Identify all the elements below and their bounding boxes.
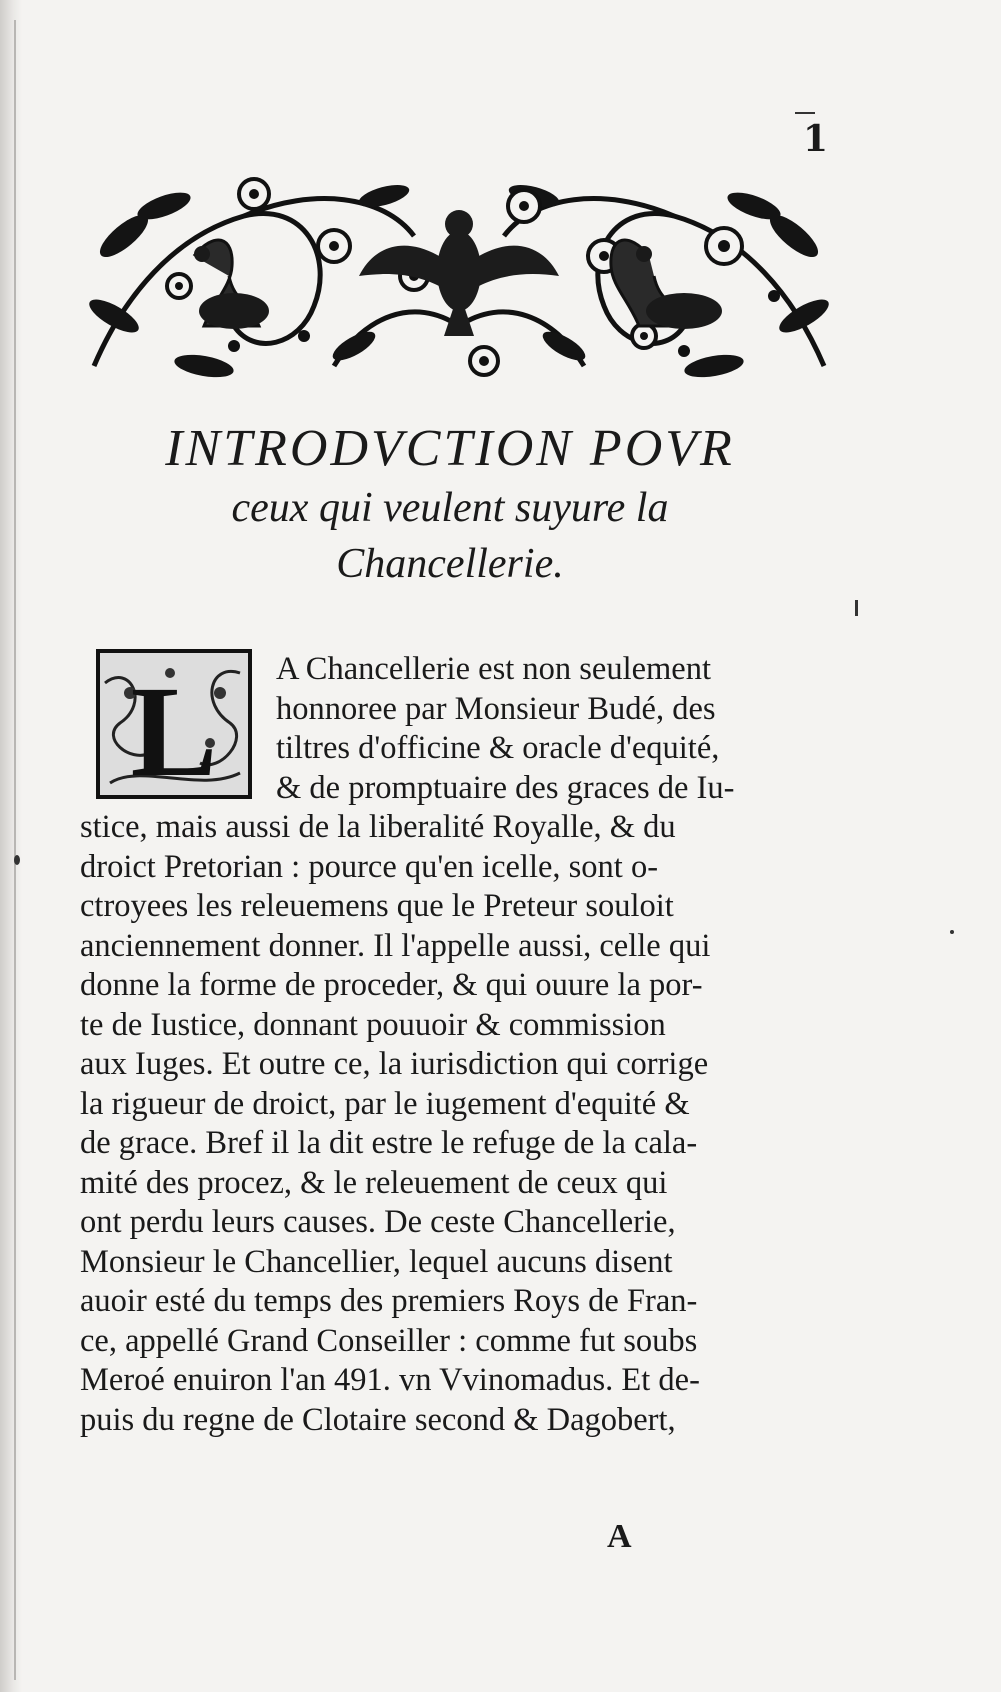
body-line: auoir esté du temps des premiers Roys de Fran- <box>80 1283 698 1319</box>
body-line: A Chancellerie est non seulement <box>276 651 712 687</box>
body-line: donne la forme de proceder, & qui ouure la por- <box>80 967 703 1003</box>
body-line: & de promptuaire des graces de Iu- <box>276 769 735 806</box>
body-line: puis du regne de Clotaire second & Dagobert, <box>80 1401 676 1438</box>
body-line: anciennement donner. Il l'appelle aussi, celle qui <box>80 927 711 964</box>
body-text <box>80 650 820 1440</box>
header-rule <box>795 112 815 114</box>
body-line: stice, mais aussi de la liberalité Royalle, & du <box>80 809 676 845</box>
body-line: te de Iustice, donnant pouuoir & commission <box>80 1006 666 1043</box>
gutter-shadow-line <box>14 20 16 1680</box>
body-line: Monsieur le Chancellier, lequel aucuns disent <box>80 1243 673 1280</box>
scan-speck <box>14 855 20 865</box>
page-number: 1 <box>803 118 829 160</box>
title-line-3: Chancellerie. <box>336 541 564 587</box>
body-line: la rigueur de droict, par le iugement d'equité & <box>80 1085 690 1122</box>
body-line: droict Pretorian : pource qu'en icelle, sont o- <box>80 848 659 885</box>
body-line: aux Iuges. Et outre ce, la iurisdiction qui corrige <box>80 1046 709 1082</box>
body-line: ctroyees les releuemens que le Preteur souloit <box>80 888 674 924</box>
woodcut-headpiece-ornament <box>84 176 834 383</box>
catchword-signature: A <box>607 1518 632 1555</box>
drop-cap-letter: L <box>130 660 218 804</box>
body-line: tiltres d'officine & oracle d'equité, <box>276 730 720 766</box>
book-gutter <box>0 0 22 1692</box>
body-line: ce, appellé Grand Conseiller : comme fut soubs <box>80 1322 698 1359</box>
chapter-title <box>60 418 840 592</box>
body-line: Meroé enuiron l'an 491. vn Vvinomadus. Et de- <box>80 1362 700 1398</box>
body-line: mité des procez, & le releuement de ceux qui <box>80 1164 668 1201</box>
body-line: ont perdu leurs causes. De ceste Chancellerie, <box>80 1204 676 1240</box>
body-line: honnoree par Monsieur Budé, des <box>276 690 716 727</box>
body-line: de grace. Bref il la dit estre le refuge de la cala- <box>80 1125 698 1161</box>
scan-speck <box>950 930 954 934</box>
title-line-1: INTRODVCTION POVR <box>165 420 735 477</box>
title-line-2: ceux qui veulent suyure la <box>231 485 669 531</box>
scan-speck <box>855 600 858 616</box>
